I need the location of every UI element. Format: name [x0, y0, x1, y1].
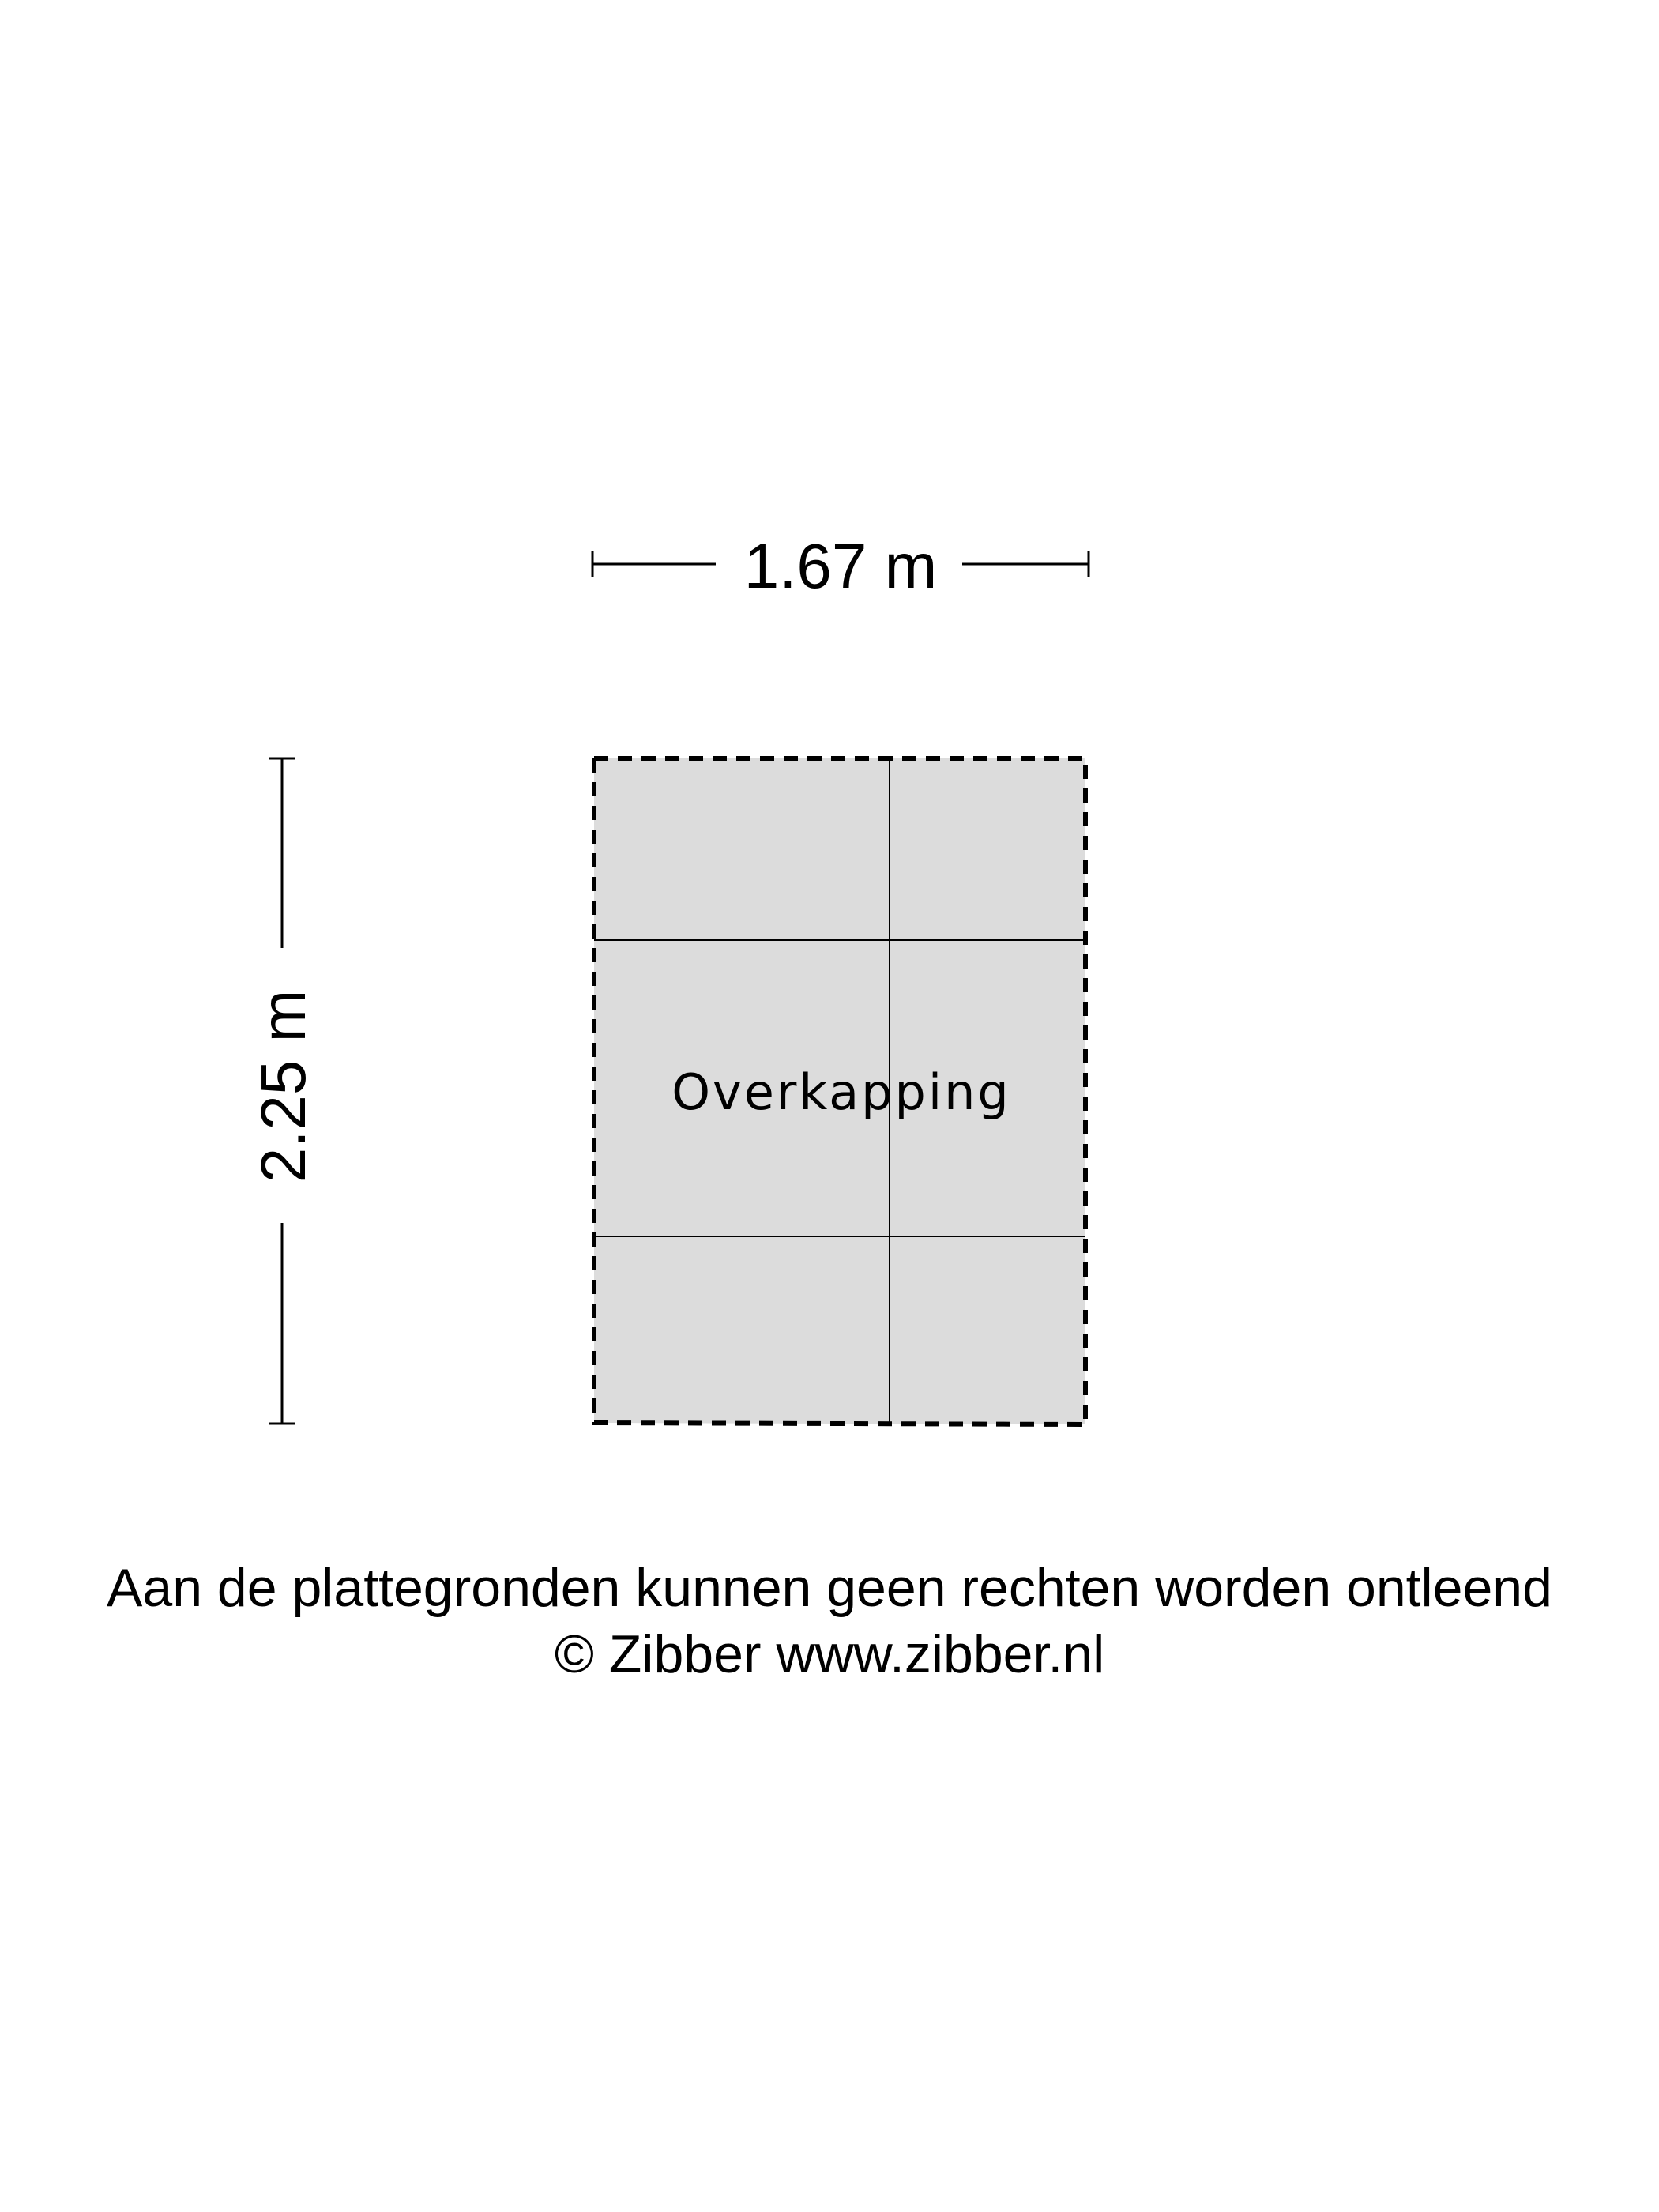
- room-overkapping: [594, 758, 1085, 1424]
- width-dimension: [592, 531, 1089, 601]
- width-dimension-label: 1.67 m: [743, 531, 938, 601]
- room-name-label: Overkapping: [672, 1063, 1011, 1121]
- copyright-text: © Zibber www.zibber.nl: [554, 1624, 1105, 1684]
- depth-dimension: [248, 758, 318, 1424]
- depth-dimension-label: 2.25 m: [248, 989, 318, 1183]
- disclaimer-text: Aan de plattegronden kunnen geen rechten worden ontleend: [107, 1558, 1552, 1618]
